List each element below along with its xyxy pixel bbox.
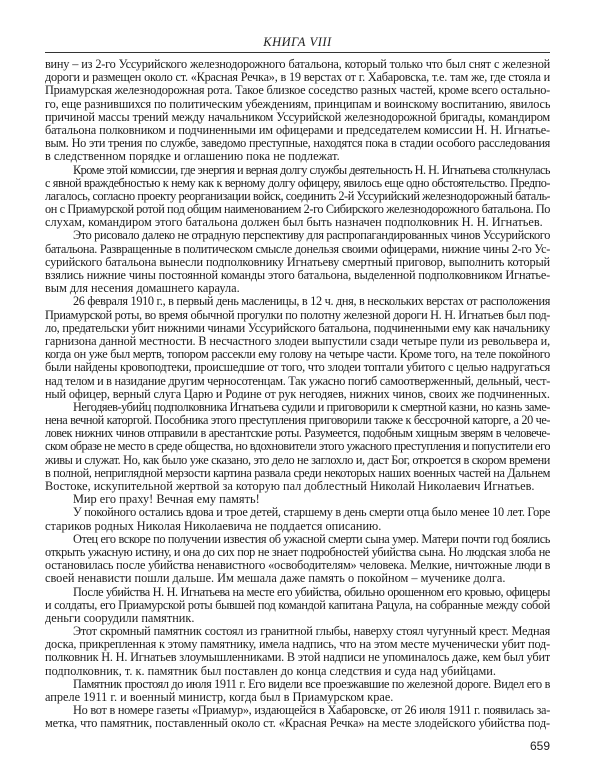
text-line: После убийства Н. Н. Игнатьева на месте его убийства, обильно орошенном его кровью, офицеры xyxy=(73,585,550,599)
text-line: гарнизона данной местности. В несчастного злодеи выпустили сзади четыре пули из револьвера и, xyxy=(45,334,550,348)
text-line: с явной враждебностью к нему как к верному долгу офицеру, явилось еще одно обстоятельство. Предпо- xyxy=(45,176,550,190)
text-line: Мир его праху! Вечная ему память! xyxy=(73,493,260,507)
text-line: причиной массы трений между начальником Уссурийской железнодорожной бригады, командиром xyxy=(45,110,550,124)
text-line: остановилась после убийства ненавистного «освободителям» человека. Мелкие, ничтожные люди в xyxy=(45,559,550,573)
text-line: доска, прикрепленная к этому памятнику, имела надпись, что на этом месте мученически убит под- xyxy=(45,638,550,652)
text-line: ском образе не место в среде общества, но вдохновители этого ужасного преступления и попустители его xyxy=(45,440,550,454)
text-line: Это рисовало далеко не отрадную перспективу для распропагандированных чинов Уссурийского xyxy=(73,229,550,243)
paragraph xyxy=(45,229,550,295)
text-line: в полной, неприглядной мерзости картина развала среди некоторых наших военных частей на Дальнем xyxy=(45,466,550,480)
text-line: Этот скромный памятник состоял из гранитной глыбы, наверху стоял чугунный крест. Медная xyxy=(73,625,550,639)
text-line: в следственном порядке и оглашению пока не подлежат. xyxy=(45,150,340,164)
text-line: сурийского батальона вынесли подполковнику Игнатьеву смертный приговор, выполнить который xyxy=(45,255,550,269)
text-line: нена вечной каторгой. Пособника этого преступления приговорили также к бессрочной каторге, а 20 че- xyxy=(45,414,550,428)
paragraph xyxy=(45,625,550,678)
paragraph xyxy=(45,295,550,401)
text-line: когда он уже был мертв, топором рассекли ему голову на четыре части. Кроме того, на теле покойного xyxy=(45,348,550,362)
text-line: Негодяев-убийц подполковника Игнатьева судили и приговорили к смертной казни, но казнь заме- xyxy=(73,400,550,414)
text-line: 26 февраля 1910 г., в первый день масленицы, в 12 ч. дня, в нескольких верстах от расположения xyxy=(73,295,550,309)
text-line: ловек нижних чинов отправили в арестантские роты. Разумеется, подобным хищным зверям в человече- xyxy=(45,427,550,441)
text-line: стариков родных Николая Николаевича не поддается описанию. xyxy=(45,519,382,533)
text-line: Но вот в номере газеты «Приамур», издающейся в Хабаровске, от 26 июля 1911 г. появилась за- xyxy=(73,704,550,718)
text-line: и солдаты, его Приамурской роты бывшей под командой капитана Рацула, на собранные между собой xyxy=(45,598,550,612)
text-line: над телом и в назидание другим черносотенцам. Так ужасно погиб самоотверженный, дельный, чест- xyxy=(45,374,550,388)
text-line: открыть ужасную истину, и она до сих пор не знает подробностей убийства сына. Но людская злоба не xyxy=(45,545,550,559)
paragraph xyxy=(45,58,550,164)
text-line: вым. Но эти трения по службе, заведомо преступные, находятся пока в стадии особого расследования xyxy=(45,137,550,151)
text-line: батальона полковником и подчиненными им офицерами и председателем комиссии Н. Н. Игнатье- xyxy=(45,123,550,137)
paragraph xyxy=(45,704,550,730)
text-line: своей ненависти пошли дальше. Им мешала даже память о покойном – мученике долга. xyxy=(45,572,506,586)
text-line: метка, что памятник, поставленный около ст. «Красная Речка» на месте злодейского убийства под- xyxy=(45,717,550,731)
text-line: вым для несения домашнего караула. xyxy=(45,282,240,296)
text-line: ный офицер, верный слуга Царю и Родине от рук негодяев, нижних чинов, своих же подчиненных. xyxy=(45,387,550,401)
text-line: апреле 1911 г. и военный министр, когда был в Приамурском крае. xyxy=(45,691,394,704)
text-line: Приамурская железнодорожная рота. Такое близкое соседство разных частей, кроме всего остально- xyxy=(45,84,550,98)
paragraph xyxy=(45,506,550,532)
text-line: У покойного остались вдова и трое детей, старшему в день смерти отца было менее 10 лет. Горе xyxy=(73,506,550,520)
paragraph xyxy=(45,493,550,506)
body-text xyxy=(45,58,550,731)
paragraph xyxy=(45,164,550,230)
text-line: Приамурской роты, во время обычной прогулки по полотну железной дороги Н. Н. Игнатьев был под- xyxy=(45,308,550,322)
text-line: батальона. Развращенные в политическом смысле донельзя своими офицерами, нижние чины 2-го Ус- xyxy=(45,242,550,256)
running-head: КНИГА VIII xyxy=(263,35,332,49)
text-line: деньги соорудили памятник. xyxy=(45,611,195,625)
text-line: ло, предательски убит нижними чинами Уссурийского батальона, подчиненными ему как начальнику xyxy=(45,321,550,335)
text-line: вину – из 2-го Уссурийского железнодорожного батальона, который только что был снят с железной xyxy=(45,58,550,71)
text-line: взялись нижние чины постоянной команды этого батальона, выделенной подполковником Игнатье- xyxy=(45,269,550,282)
text-line: подполковник, т. к. памятник был поставлен до конца следствия и суда над убийцами. xyxy=(45,664,496,678)
text-line: Отец его вскоре по получении известия об ужасной смерти сына умер. Матери почти год боялись xyxy=(73,532,550,546)
text-line: слухам, командиром этого батальона должен был быть назначен подполковник Н. Н. Игнатьев. xyxy=(45,216,543,230)
text-line: Памятник простоял до июля 1911 г. Его видели все проезжавшие по железной дороге. Видел его в xyxy=(73,677,550,691)
text-line: были найдены кровоподтеки, происшедшие от того, что злодеи топтали убитого с целью надругаться xyxy=(45,361,550,375)
text-line: живы и служат. Но, как было уже сказано, это дело не заглохло и, даст Бог, откроется в скором времени xyxy=(45,453,550,467)
header-rule xyxy=(45,52,550,53)
text-line: лагалось, согласно проекту реорганизации войск, соединить 2-й Уссурийский железнодорожный баталь- xyxy=(45,189,550,203)
text-line: Востоке, искупительной жертвой за которую пал доблестный Николай Николаевич Игнатьев. xyxy=(45,480,535,493)
text-line: го, еще разнившихся по политическим убеждениям, принципам и воинскому воспитанию, явилось xyxy=(45,97,550,111)
paragraph xyxy=(45,401,550,493)
paragraph xyxy=(45,586,550,626)
text-line: он с Приамурской ротой под общим наименованием 2-го Сибирского железнодорожного батальона. По xyxy=(45,203,550,217)
text-line: Кроме этой комиссии, где энергия и верная долгу службы деятельность Н. Н. Игнатьева столкнулась xyxy=(73,163,550,177)
paragraph xyxy=(45,678,550,704)
text-line: полковник Н. Н. Игнатьев злоумышленниками. В этой надписи не упоминалось даже, кем был убит xyxy=(45,651,550,665)
text-line: дороги и размещен около ст. «Красная Речка», в 19 верстах от г. Хабаровска, т.е. там же, где стояла и xyxy=(45,71,550,85)
page-number: 659 xyxy=(529,739,550,753)
paragraph xyxy=(45,533,550,586)
